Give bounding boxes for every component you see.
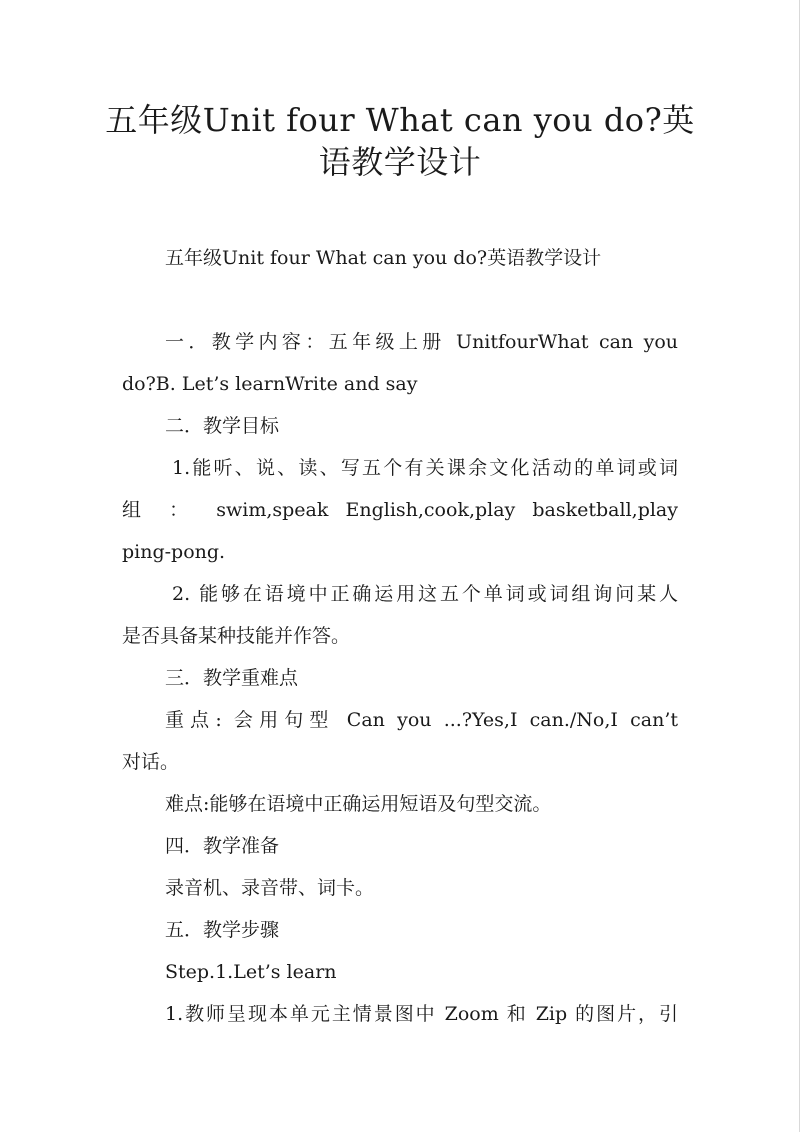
body-line: do?B. Let’s learnWrite and say xyxy=(122,373,418,395)
section-heading: 五．教学步骤 xyxy=(165,919,280,941)
body-line: 难点:能够在语境中正确运用短语及句型交流。 xyxy=(165,793,552,815)
body-line: 重点: 会用句型 Can you ...?Yes,I can./No,I can’t xyxy=(165,709,678,731)
body-line: 1.教师呈现本单元主情景图中 Zoom 和 Zip 的图片，引 xyxy=(165,1003,678,1025)
document-title-line-2: 语教学设计 xyxy=(318,143,482,181)
body-line: 是否具备某种技能并作答。 xyxy=(122,625,351,647)
document-title-line-1: 五年级Unit four What can you do?英 xyxy=(105,101,695,139)
body-line: 对话。 xyxy=(122,751,180,773)
body-line: 组 ： swim,speak English,cook,play basketball,play xyxy=(122,499,678,521)
body-line: 录音机、录音带、词卡。 xyxy=(165,877,375,899)
body-line: 1.能听、说、读、写五个有关课余文化活动的单词或词 xyxy=(172,457,678,479)
document-subtitle: 五年级Unit four What can you do?英语教学设计 xyxy=(165,247,602,269)
body-line: ping-pong. xyxy=(122,541,226,563)
body-line: Step.1.Let’s learn xyxy=(165,961,337,983)
body-line: 一．教学内容：五年级上册 UnitfourWhat can you xyxy=(165,331,678,353)
section-heading: 四．教学准备 xyxy=(165,835,280,857)
body-line: 2. 能够在语境中正确运用这五个单词或词组询问某人 xyxy=(172,583,678,605)
section-heading: 三．教学重难点 xyxy=(165,667,299,689)
section-heading: 二．教学目标 xyxy=(165,415,280,437)
